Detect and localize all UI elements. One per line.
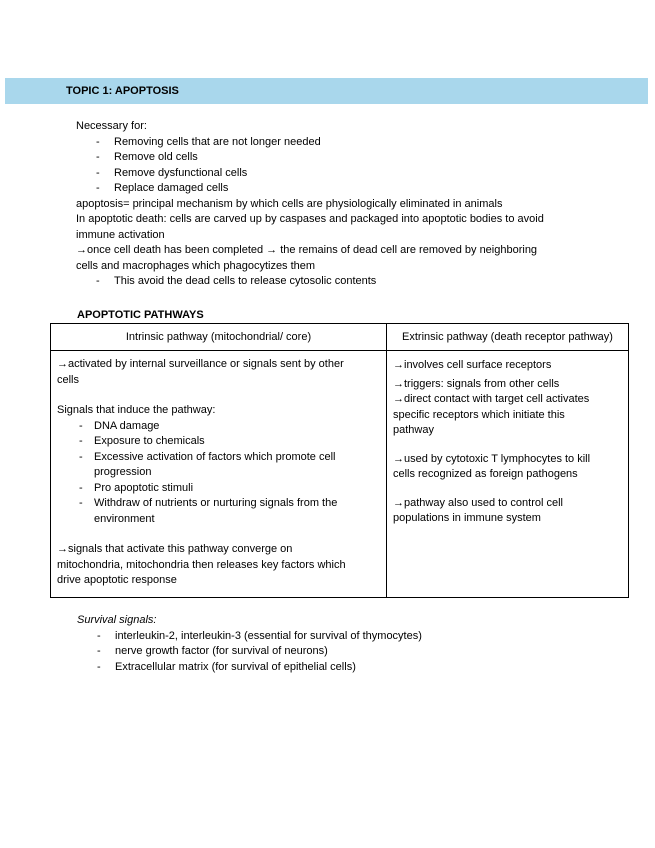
- necessary-list: [76, 135, 596, 197]
- extrinsic-cytotoxic-line-2: cells recognized as foreign pathogens: [393, 468, 578, 480]
- extrinsic-triggers: →triggers: signals from other cells: [393, 377, 560, 390]
- extrinsic-header: Extrinsic pathway (death receptor pathway): [387, 324, 629, 351]
- intrinsic-header: Intrinsic pathway (mitochondrial/ core): [51, 324, 387, 351]
- list-item: - interleukin-2, interleukin-3 (essential for survival of thymocytes): [77, 629, 597, 645]
- list-item: - Withdraw of nutrients or nurturing signals from the environment: [57, 496, 380, 527]
- topic-title: TOPIC 1: APOPTOSIS: [66, 85, 179, 97]
- survival-heading: Survival signals:: [77, 614, 157, 626]
- cell-removal-line-2: cells and macrophages which phagocytizes them: [76, 259, 316, 272]
- signals-label: Signals that induce the pathway:: [57, 404, 216, 416]
- intrinsic-activation-line-2: cells: [57, 373, 80, 386]
- list-item: - DNA damage: [57, 419, 380, 435]
- list-item: - Extracellular matrix (for survival of epithelial cells): [77, 660, 597, 676]
- survival-section: [77, 613, 597, 675]
- table-header-row: [51, 324, 629, 351]
- pathways-title: APOPTOTIC PATHWAYS: [77, 309, 204, 321]
- intro-section: [76, 119, 596, 290]
- survival-list: [77, 629, 597, 676]
- extrinsic-cytotoxic-line-1: →used by cytotoxic T lymphocytes to kill: [393, 452, 591, 465]
- list-item: - Exposure to chemicals: [57, 434, 380, 450]
- list-item: - Removing cells that are not longer needed: [76, 135, 596, 151]
- apoptotic-death-line-2: immune activation: [76, 228, 165, 241]
- list-item: - This avoid the dead cells to release cytosolic contents: [76, 274, 596, 290]
- topic-banner: [5, 78, 648, 104]
- extrinsic-cell: [387, 351, 629, 598]
- list-item: - Excessive activation of factors which promote cell progression: [57, 450, 380, 481]
- removal-list: [76, 274, 596, 290]
- list-item: - Replace damaged cells: [76, 181, 596, 197]
- intrinsic-activation-line-1: →activated by internal surveillance or signals sent by other: [57, 358, 344, 370]
- extrinsic-control-line-1: →pathway also used to control cell: [393, 496, 563, 509]
- list-item: - Remove dysfunctional cells: [76, 166, 596, 182]
- table-row: [51, 351, 629, 598]
- extrinsic-control-line-2: populations in immune system: [393, 512, 541, 524]
- converge-line-3: drive apoptotic response: [57, 574, 177, 586]
- list-item: - Pro apoptotic stimuli: [57, 481, 380, 497]
- extrinsic-contact-line-2: specific receptors which initiate this: [393, 408, 565, 421]
- apoptotic-death-line-1: In apoptotic death: cells are carved up by caspases and packaged into apoptotic bodies to avoid: [76, 213, 544, 225]
- extrinsic-contact-line-3: pathway: [393, 424, 434, 436]
- signals-list: [57, 419, 380, 528]
- extrinsic-receptors: →involves cell surface receptors: [393, 359, 552, 371]
- pathways-table: [50, 323, 629, 598]
- necessary-label: Necessary for:: [76, 120, 147, 132]
- list-item: - nerve growth factor (for survival of neurons): [77, 644, 597, 660]
- converge-line-2: mitochondria, mitochondria then releases key factors which: [57, 558, 346, 571]
- extrinsic-contact-line-1: →direct contact with target cell activates: [393, 393, 590, 405]
- converge-line-1: →signals that activate this pathway converge on: [57, 543, 293, 555]
- intrinsic-cell: [51, 351, 387, 598]
- apoptosis-definition: apoptosis= principal mechanism by which cells are physiologically eliminated in animals: [76, 197, 503, 210]
- cell-removal-line-1: →once cell death has been completed → the remains of dead cell are removed by neighboring: [76, 244, 538, 256]
- list-item: - Remove old cells: [76, 150, 596, 166]
